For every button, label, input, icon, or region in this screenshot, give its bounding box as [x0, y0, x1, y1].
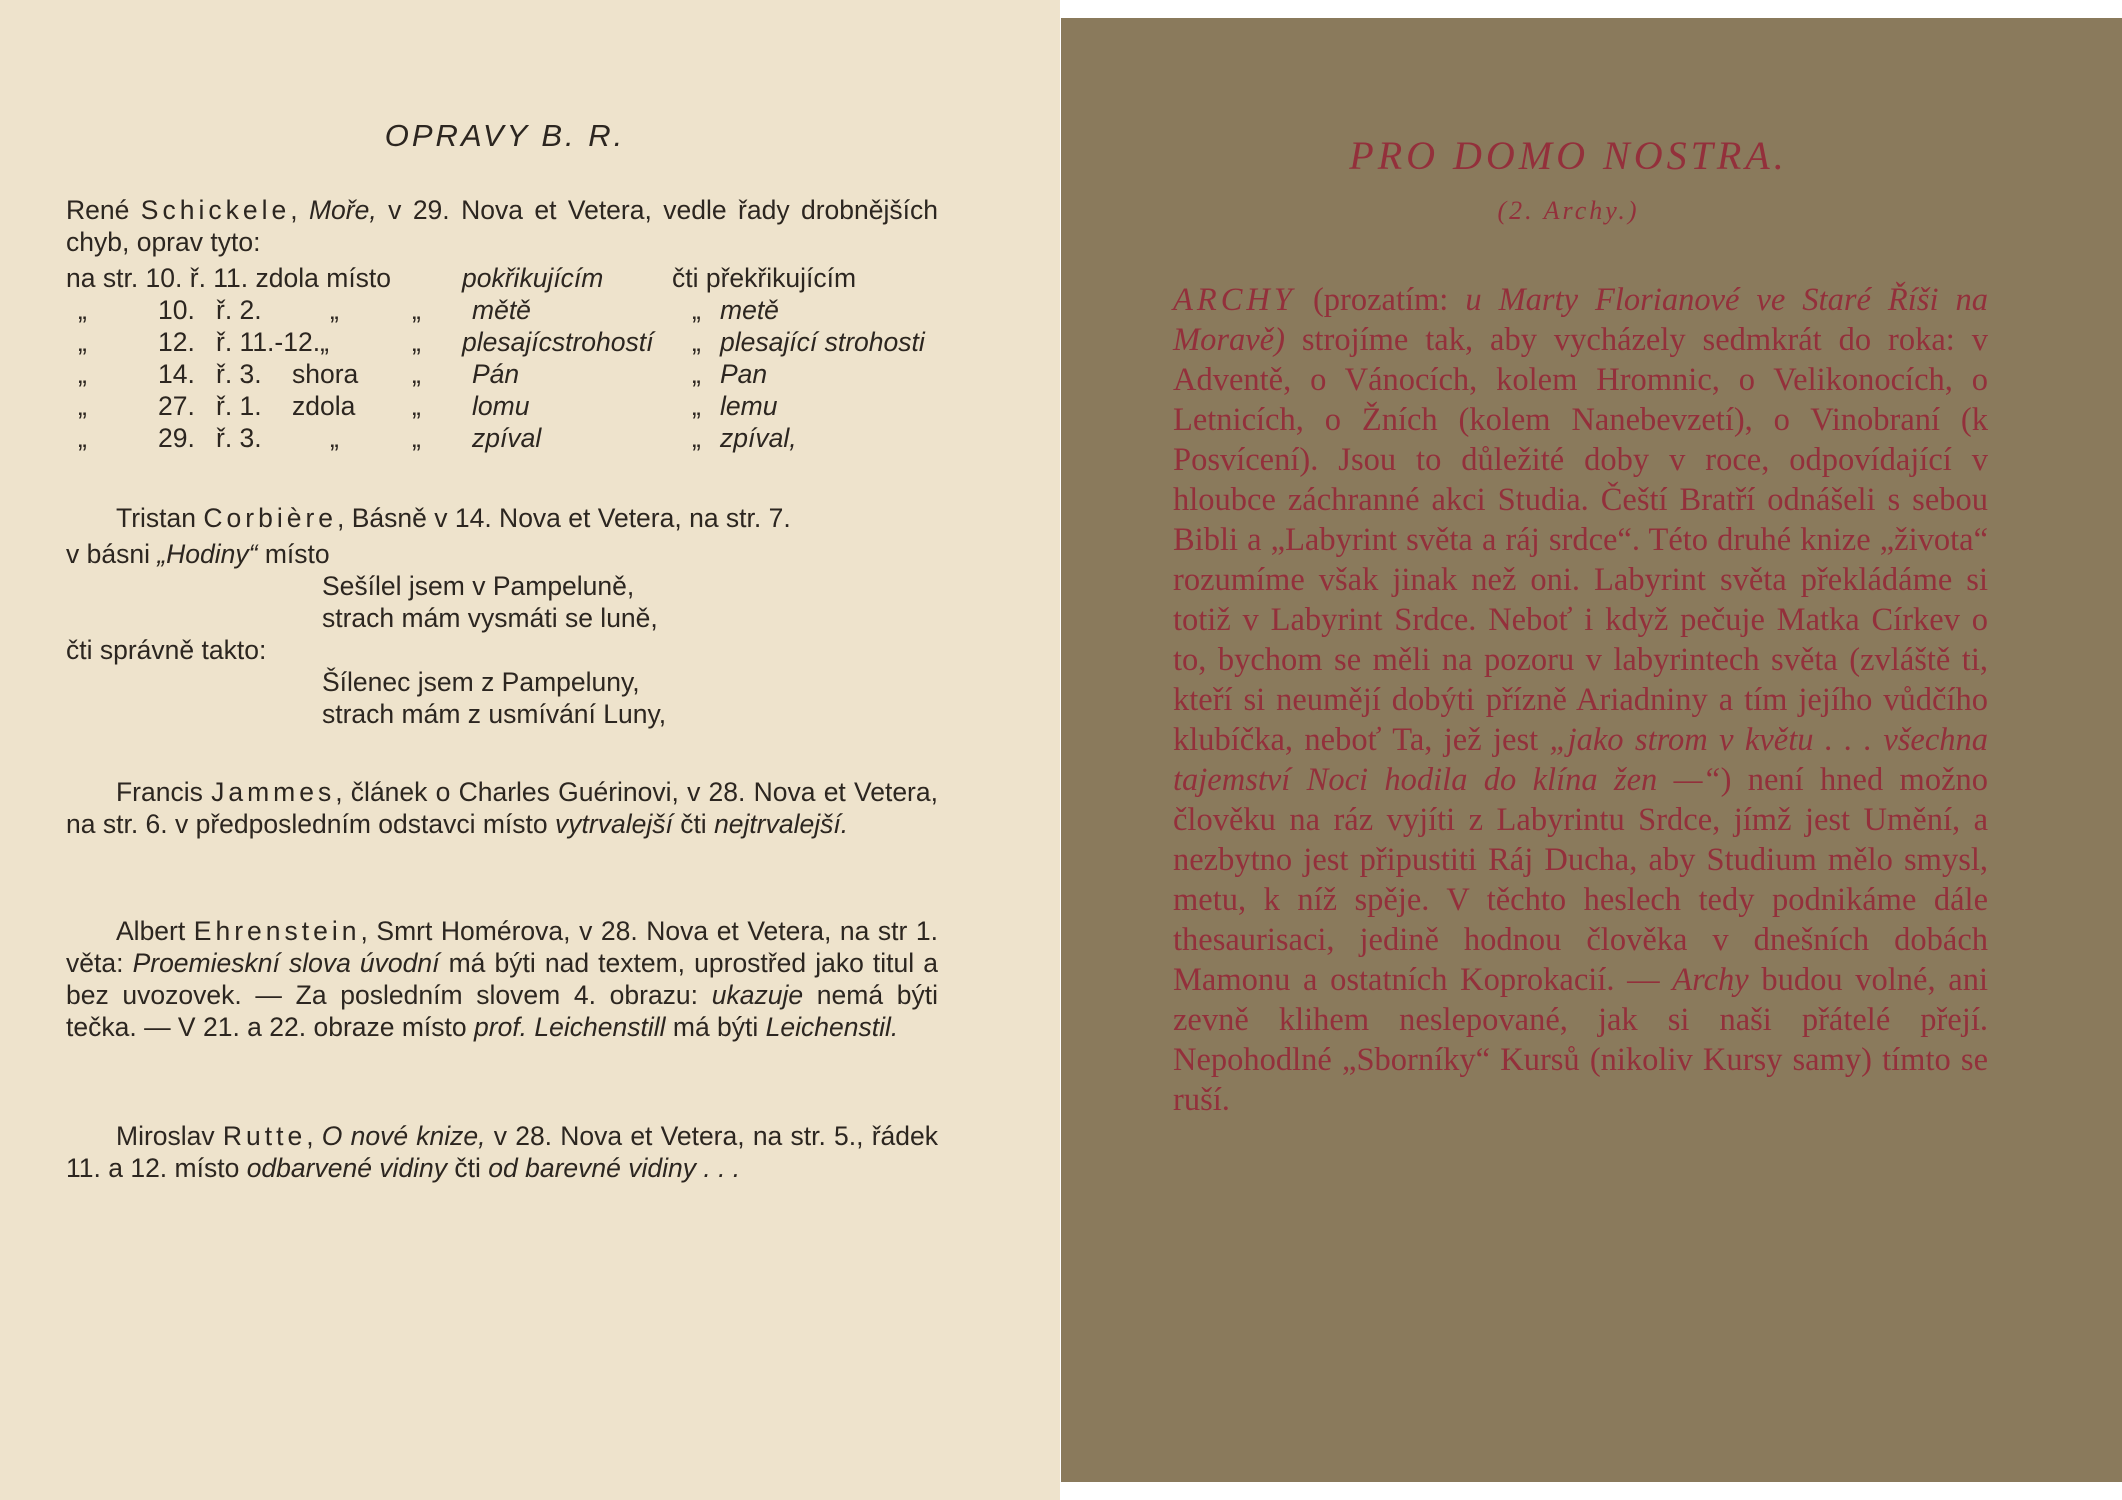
- correction-right: lemu: [720, 391, 778, 421]
- correct-label: čti správně takto:: [66, 635, 267, 665]
- ditto-mark: „: [78, 391, 87, 421]
- correction-where: „: [330, 423, 339, 453]
- correction-wrong: plesajícstrohostí: [462, 327, 654, 357]
- ehrenstein-entry: Albert Ehrenstein, Smrt Homérova, v 28. Nova et Vetera, na str 1. věta: Proemieskní slova úvodní má býti nad textem, uprostřed jako titul a bez uvozovek. — Za posledním slovem 4. obrazu: ukazuje nemá býti tečka. — V 21. a 22. obraze místo prof. Leichenstill má býti Leichenstil.: [66, 916, 939, 1042]
- right-page: [1061, 18, 2122, 1482]
- correction-right: plesající strohosti: [720, 327, 925, 357]
- correction-where: „: [330, 295, 339, 325]
- correction-line: ř. 11.-12.„: [216, 327, 329, 357]
- correction-page: 29.: [158, 423, 195, 453]
- correction-page: 12.: [158, 327, 195, 357]
- ditto-mark: „: [692, 295, 701, 325]
- correction-wrong: Pán: [472, 359, 520, 389]
- ditto-mark: „: [412, 295, 421, 325]
- correction-right: zpíval,: [720, 423, 797, 453]
- correction-right: metě: [720, 295, 779, 325]
- verse-right-2: strach mám z usmívání Luny,: [322, 699, 667, 729]
- ditto-mark: „: [692, 391, 701, 421]
- correction-header-right: čti překřikujícím: [672, 263, 857, 293]
- ditto-mark: „: [692, 359, 701, 389]
- ditto-mark: „: [78, 327, 87, 357]
- ditto-mark: „: [692, 327, 701, 357]
- correction-wrong: lomu: [472, 391, 530, 421]
- correction-where: zdola: [292, 391, 356, 421]
- right-page-body: ARCHY (prozatím: u Marty Florianové ve Staré Říši na Moravě) strojíme tak, aby vycházely sedmkrát do roka: v Adventě, o Vánocích, kolem Hromnic, o Velikonocích, o Letnicích, o Žních (kolem Nanebevzetí), o Vinobraní (k Posvícení). Jsou to důležité doby v roce, odpovídající v hloubce záchranné akci Studia. Čeští Bratří odnášeli s sebou Bibli a „Labyrint světa a ráj srdce“. Této druhé knize „života“ rozumíme však jinak než oni. Labyrint světa překládáme si totiž v Labyrint Srdce. Neboť i když pečuje Matka Církev o to, bychom se měli na pozoru v labyrintech světa (zvláště ti, kteří si neumějí dobýti přízně Ariadniny a tím jejího vůdčího klubíčka, neboť Ta, jež jest „jako strom v květu . . . všechna tajemství Noci hodila do klína žen —“) není hned možno člověku na ráz vyjíti z Labyrintu Srdce, jímž jest Umění, a nezbytno jest připustiti Ráj Ducha, aby Studium mělo smysl, metu, k níž spěje. V těchto heslech tedy podnikáme dále thesaurisaci, jedině hodnou člověka v dnešních dobách Mamonu a ostatních Koprokacií. — Archy budou volné, ani zevně klihem neslepované, jak si naši přátelé přejí. Nepohodlné „Sborníky“ Kursů (nikoliv Kursy samy) tímto se ruší.: [1173, 282, 1989, 1118]
- correction-header-wrong: pokřikujícím: [462, 263, 604, 293]
- correction-page: 14.: [158, 359, 195, 389]
- ditto-mark: „: [412, 327, 421, 357]
- ditto-mark: „: [78, 423, 87, 453]
- correction-wrong: mětě: [472, 295, 531, 325]
- correction-right: Pan: [720, 359, 768, 389]
- rutte-entry: Miroslav Rutte, O nové knize, v 28. Nova et Vetera, na str. 5., řádek 11. a 12. místo odbarvené vidiny čti od barevné vidiny . . .: [66, 1121, 939, 1183]
- verse-wrong-2: strach mám vysmáti se luně,: [322, 603, 658, 633]
- correction-header-ref: na str. 10. ř. 11. zdola místo: [66, 263, 392, 293]
- ditto-mark: „: [692, 423, 701, 453]
- author-name: Jammes: [211, 777, 336, 807]
- ditto-mark: „: [412, 391, 421, 421]
- correction-line: ř. 1.: [216, 391, 262, 421]
- author-name: Ehrenstein: [193, 916, 361, 946]
- correction-wrong: zpíval: [472, 423, 542, 453]
- left-page: OPRAVY B. R. René Schickele, Moře, v 29. Nova et Vetera, vedle řady drobnějších chyb, oprav tyto: na str. 10. ř. 11. zdola místo pokřikujícím čti překřikujícím „ 10. ř. 2. „ „ mětě „ metě „ 12. ř. 11.-12.„ „ plesajícstrohostí „ plesající strohosti „ 14. ř. 3. shora „ Pán „ Pan „ 27. ř. 1. zdola „ lomu „ lemu „ 29. ř. 3. „ „ zpíval „ zpíval, Tristan Corbière, Básně v 14. Nova et Vetera, na str. 7. v básni „Hodiny“ místo Sešílel jsem v Pampeluně, strach mám vysmáti se luně, čti správně takto: Šílenec jsem z Pampeluny, strach mám z usmívání Luny, Francis Jammes, článek o Charles Guérinovi, v 28. Nova et Vetera, na str. 6. v předposledním odstavci místo vytrvalejší čti nejtrvalejší. Albert Ehrenstein, Smrt Homérova, v 28. Nova et Vetera, na str 1. věta: Proemieskní slova úvodní má býti nad textem, uprostřed jako titul a bez uvozovek. — Za posledním slovem 4. obrazu: ukazuje nemá býti tečka. — V 21. a 22. obraze místo prof. Leichenstill má býti Leichenstil. Miroslav Rutte, O nové knize, v 28. Nova et Vetera, na str. 5., řádek 11. a 12. místo odbarvené vidiny čti od barevné vidiny . . .: [0, 0, 1060, 1500]
- ditto-mark: „: [412, 359, 421, 389]
- schickele-entry: René Schickele, Moře, v 29. Nova et Vetera, vedle řady drobnějších chyb, oprav tyto:: [66, 195, 938, 257]
- jammes-entry: Francis Jammes, článek o Charles Guérinovi, v 28. Nova et Vetera, na str. 6. v předposledním odstavci místo vytrvalejší čti nejtrvalejší.: [66, 777, 938, 839]
- author-name: Corbière: [203, 503, 338, 533]
- poem-title: „Hodiny“: [157, 539, 258, 569]
- ditto-mark: „: [412, 423, 421, 453]
- correction-page: 10.: [158, 295, 195, 325]
- correction-line: ř. 3.: [216, 423, 262, 453]
- author-name: Rutte: [222, 1121, 307, 1151]
- correction-line: ř. 2.: [216, 295, 262, 325]
- verse-wrong-1: Sešílel jsem v Pampeluně,: [322, 571, 635, 601]
- right-page-title: PRO DOMO NOSTRA.: [1349, 133, 1788, 178]
- right-page-subtitle: (2. Archy.): [1497, 196, 1640, 225]
- correction-line: ř. 3.: [216, 359, 262, 389]
- ditto-mark: „: [78, 359, 87, 389]
- left-page-title: OPRAVY B. R.: [384, 118, 626, 153]
- correction-page: 27.: [158, 391, 195, 421]
- verse-right-1: Šílenec jsem z Pampeluny,: [322, 667, 640, 697]
- author-name: Schickele: [140, 195, 291, 225]
- lead-word: ARCHY: [1173, 282, 1296, 318]
- ditto-mark: „: [78, 295, 87, 325]
- correction-where: shora: [292, 359, 359, 389]
